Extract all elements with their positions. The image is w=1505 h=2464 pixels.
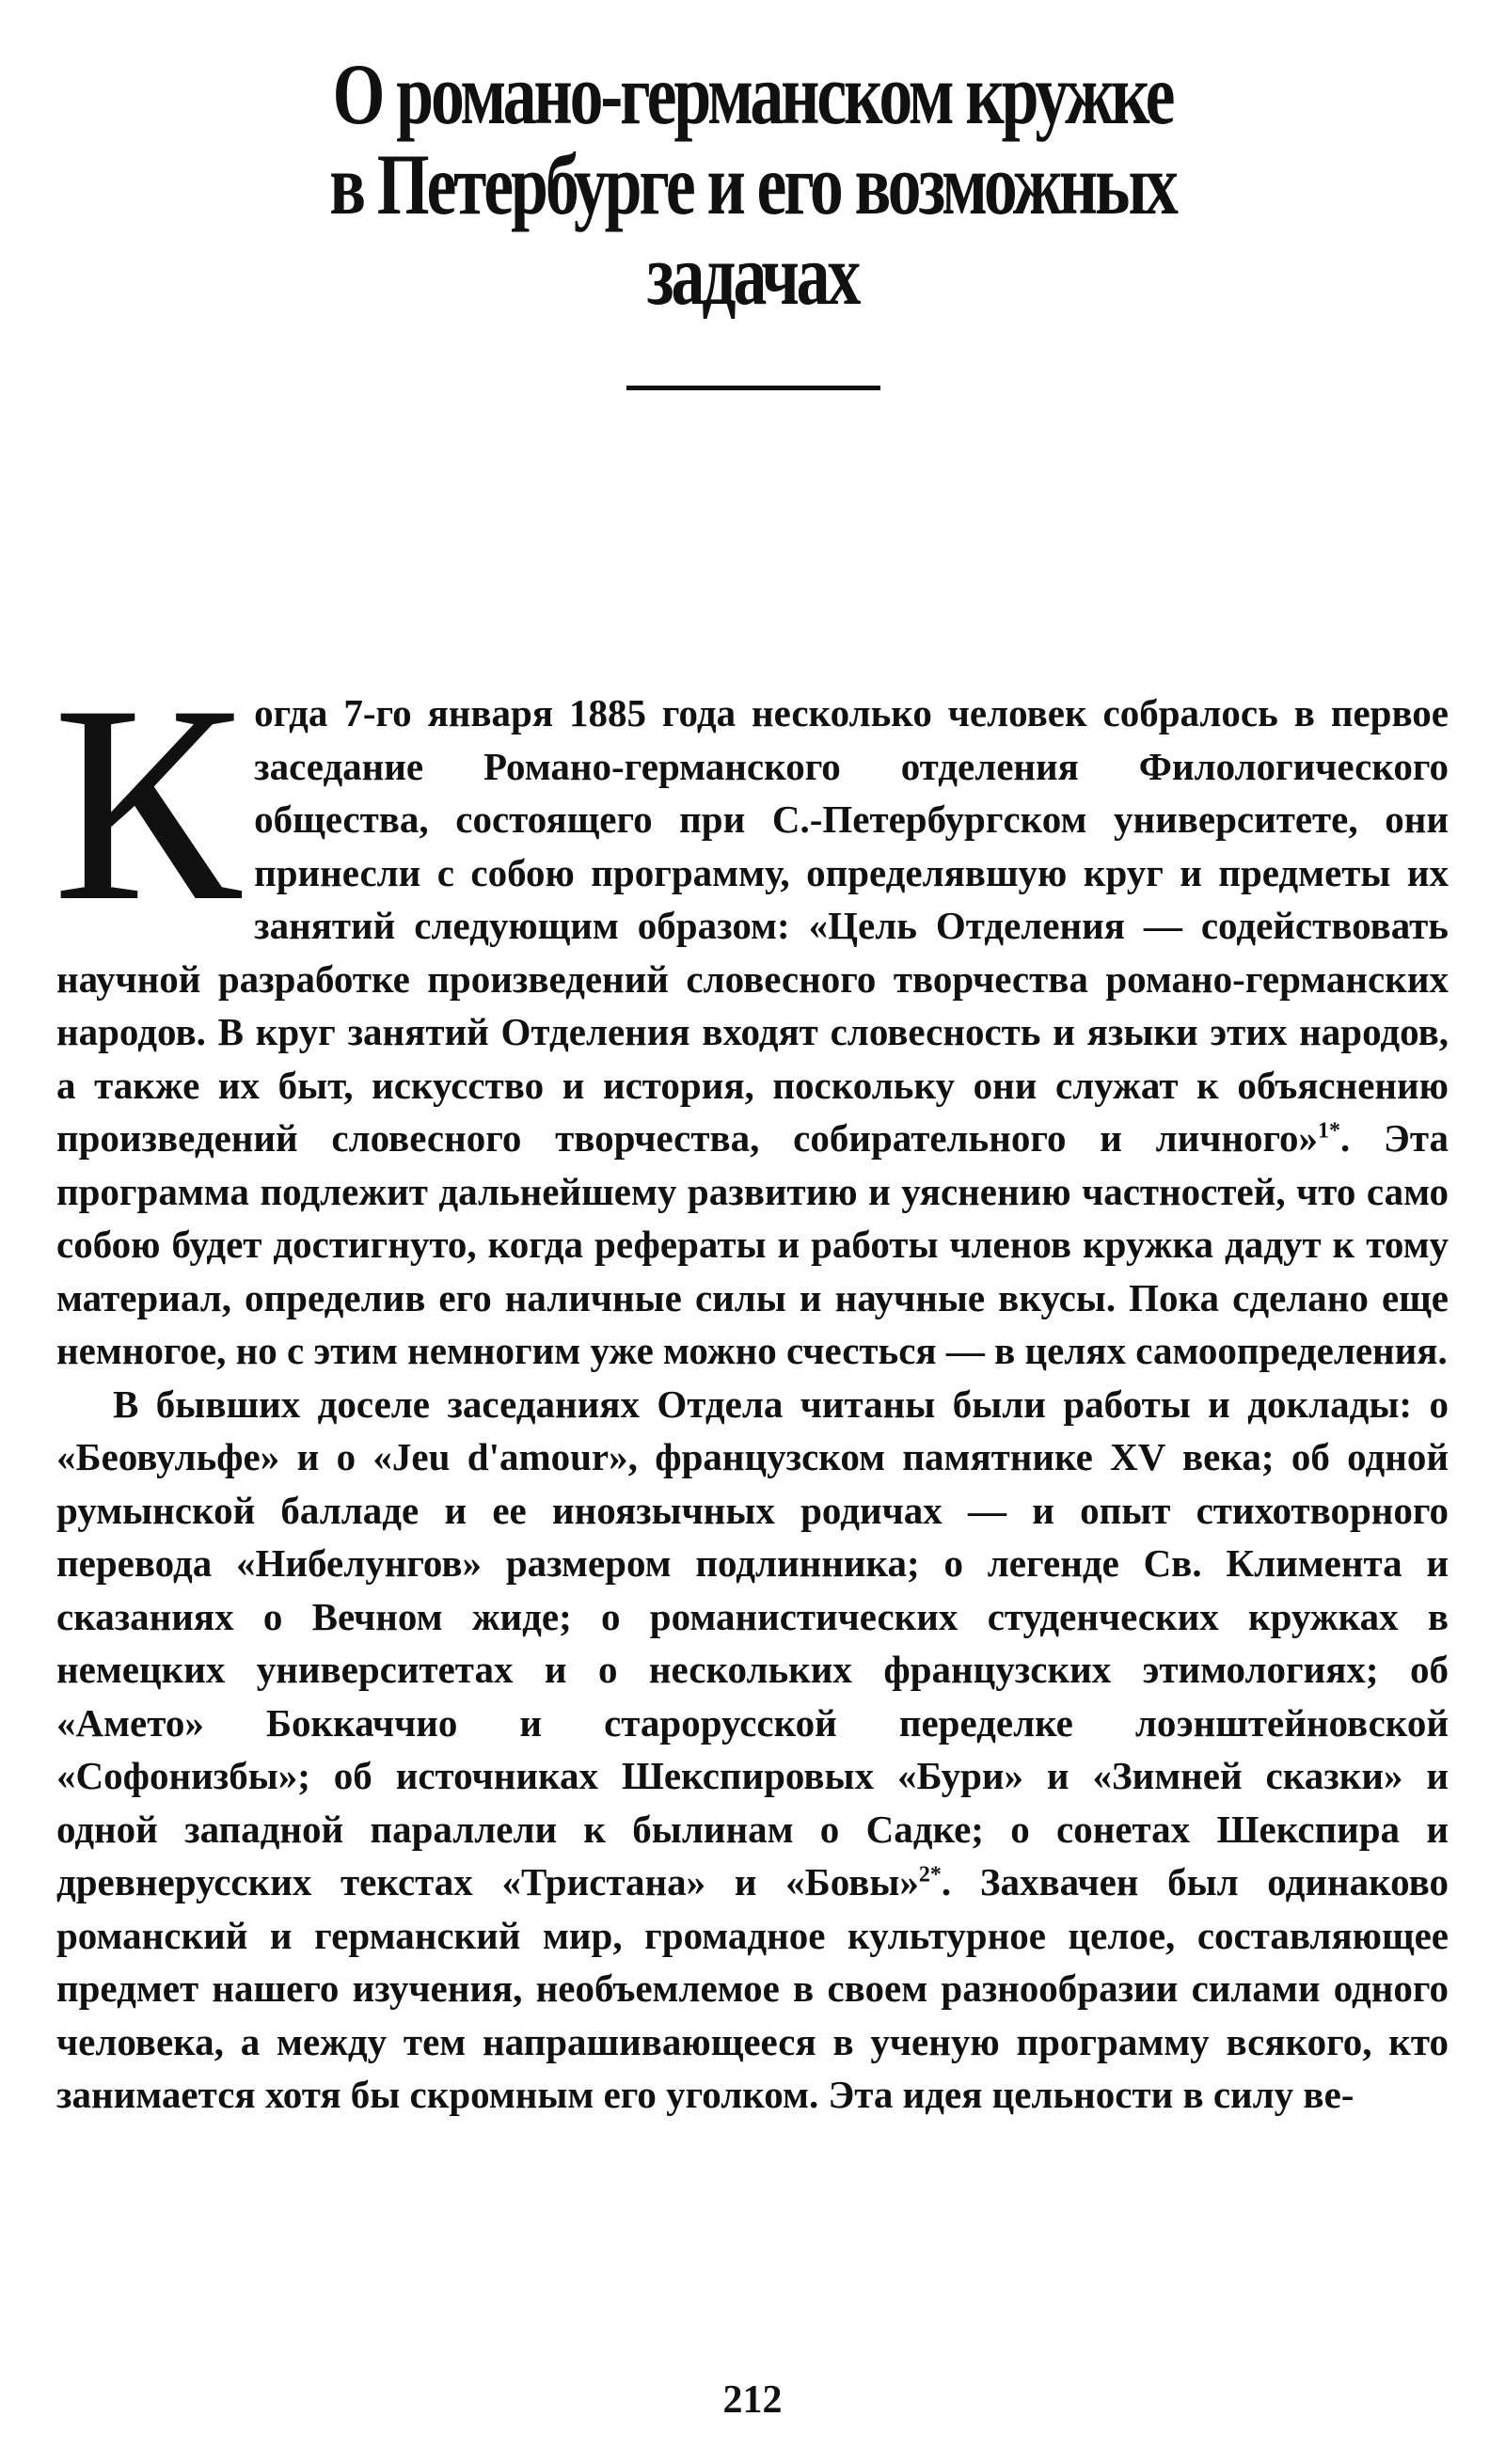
- title-line-1: О романо-германском кружке: [332, 46, 1173, 142]
- paragraph-2-text-b: . Захвачен был одинаково романский и германский мир, громадное культурное целое, составляющее предмет нашего изучения, необъемлемое в своем разнообразии силами одного человека, а между тем напрашивающееся в ученую программу всякого, кто занимается хотя бы скромным его уголком. Эта идея цельности в силу ве-: [56, 1860, 1450, 2116]
- title-line-3: задачах: [646, 227, 859, 323]
- title-line-2: в Петербурге и его возможных: [329, 136, 1176, 232]
- footnote-ref-1: 1*: [1318, 1118, 1341, 1144]
- paragraph-1: [53, 647, 1449, 1378]
- paragraph-1-text-b: . Эта программа подлежит дальнейшему развитию и уяснению частностей, что само собою будет достигнуто, когда рефераты и работы членов кружка дадут к тому материал, определив его наличные силы и научные вкусы. Пока сделано еще немногое, но с этим немногим уже можно счесться — в целях самоопределения.: [56, 1116, 1449, 1372]
- body-text: [53, 647, 1450, 2122]
- paragraph-1-text-a: огда 7-го января 1885 года несколько человек собралось в первое заседание Романо-германского отделения Филологического общества, состоящего при С.-Петербургском университете, они принесли с собою программу, определявшую круг и предметы их занятий следующим образом: «Цель Отделения — содействовать научной разработке произведений словесного творчества романо-германских народов. В круг занятий Отделения входят словесность и языки этих народов, а также их быт, искусство и история, поскольку они служат к объяснению произведений словесного творчества, собирательного и личного»: [56, 691, 1449, 1160]
- footnote-ref-2: 2*: [918, 1862, 942, 1887]
- chapter-title: [166, 46, 1339, 323]
- paragraph-2: [56, 1378, 1449, 2122]
- drop-cap: К: [53, 647, 242, 959]
- page-number: 212: [722, 2378, 783, 2422]
- paragraph-2-text-a: В бывших доселе заседаниях Отдела читаны были работы и доклады: о «Беовульфе» и о «Jeu d'amour», французском памятнике XV века; об одной румынской балладе и ее иноязычных родичах — и опыт стихотворного перевода «Нибелунгов» размером подлинника; о легенде Св. Климента и сказаниях о Вечном жиде; о романистических студенческих кружках в немецких университетах и о нескольких французских этимологиях; об «Амето» Боккаччио и старорусской переделке лоэнштейновской «Софонизбы»; об источниках Шекспировых «Бури» и «Зимней сказки» и одной западной параллели к былинам о Садке; о сонетах Шекспира и древнерусских текстах «Тристана» и «Бовы»: [56, 1382, 1449, 1903]
- title-underline-rule: [626, 386, 880, 390]
